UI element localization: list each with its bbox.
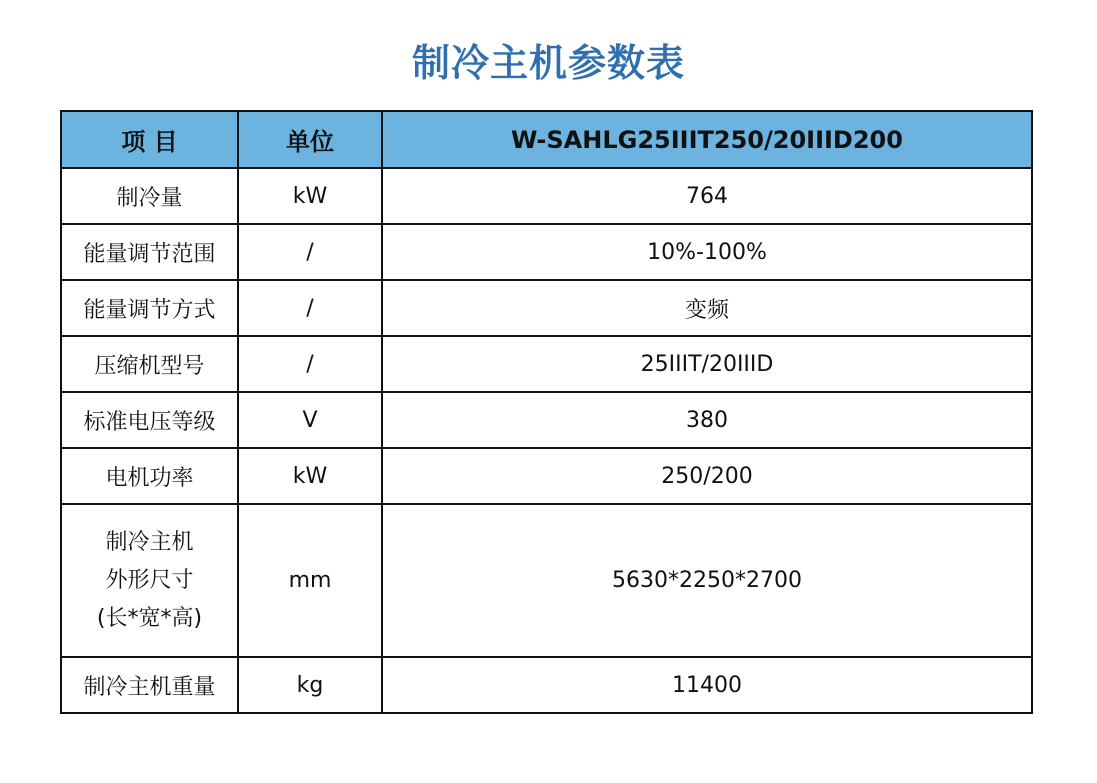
row-value: 250/200 [382, 448, 1032, 504]
row-unit: kW [238, 448, 382, 504]
row-value: 10%-100% [382, 224, 1032, 280]
row-value: 380 [382, 392, 1032, 448]
row-item-line: 外形尺寸 [105, 567, 194, 593]
row-value: 11400 [382, 657, 1032, 713]
row-item: 压缩机型号 [61, 336, 238, 392]
row-unit: / [238, 336, 382, 392]
table-row [61, 448, 1032, 504]
header-item: 项 目 [61, 111, 238, 168]
row-value: 25IIIT/20IIID [382, 336, 1032, 392]
page-title: 制冷主机参数表 [411, 41, 685, 85]
row-unit: V [238, 392, 382, 448]
table-header-row [61, 111, 1032, 168]
header-model: W-SAHLG25IIIT250/20IIID200 [382, 111, 1032, 168]
row-item-line: 制冷主机 [105, 529, 194, 555]
row-item: 制冷量 [61, 168, 238, 224]
row-unit: kW [238, 168, 382, 224]
row-value: 5630*2250*2700 [382, 504, 1032, 657]
table-row [61, 392, 1032, 448]
table-row [61, 336, 1032, 392]
table-row [61, 657, 1032, 713]
row-unit: kg [238, 657, 382, 713]
table-row [61, 504, 1032, 657]
row-unit: / [238, 224, 382, 280]
table-row [61, 280, 1032, 336]
row-item: 能量调节方式 [61, 280, 238, 336]
spec-table [60, 110, 1033, 714]
row-item: 标准电压等级 [61, 392, 238, 448]
row-item: 制冷主机重量 [61, 657, 238, 713]
row-unit: mm [238, 504, 382, 657]
row-item-line: (长*宽*高) [96, 605, 203, 631]
header-unit: 单位 [238, 111, 382, 168]
table-row [61, 224, 1032, 280]
row-item: 能量调节范围 [61, 224, 238, 280]
row-value: 764 [382, 168, 1032, 224]
row-value: 变频 [382, 280, 1032, 336]
row-unit: / [238, 280, 382, 336]
table-row [61, 168, 1032, 224]
row-item [61, 504, 238, 657]
row-item: 电机功率 [61, 448, 238, 504]
